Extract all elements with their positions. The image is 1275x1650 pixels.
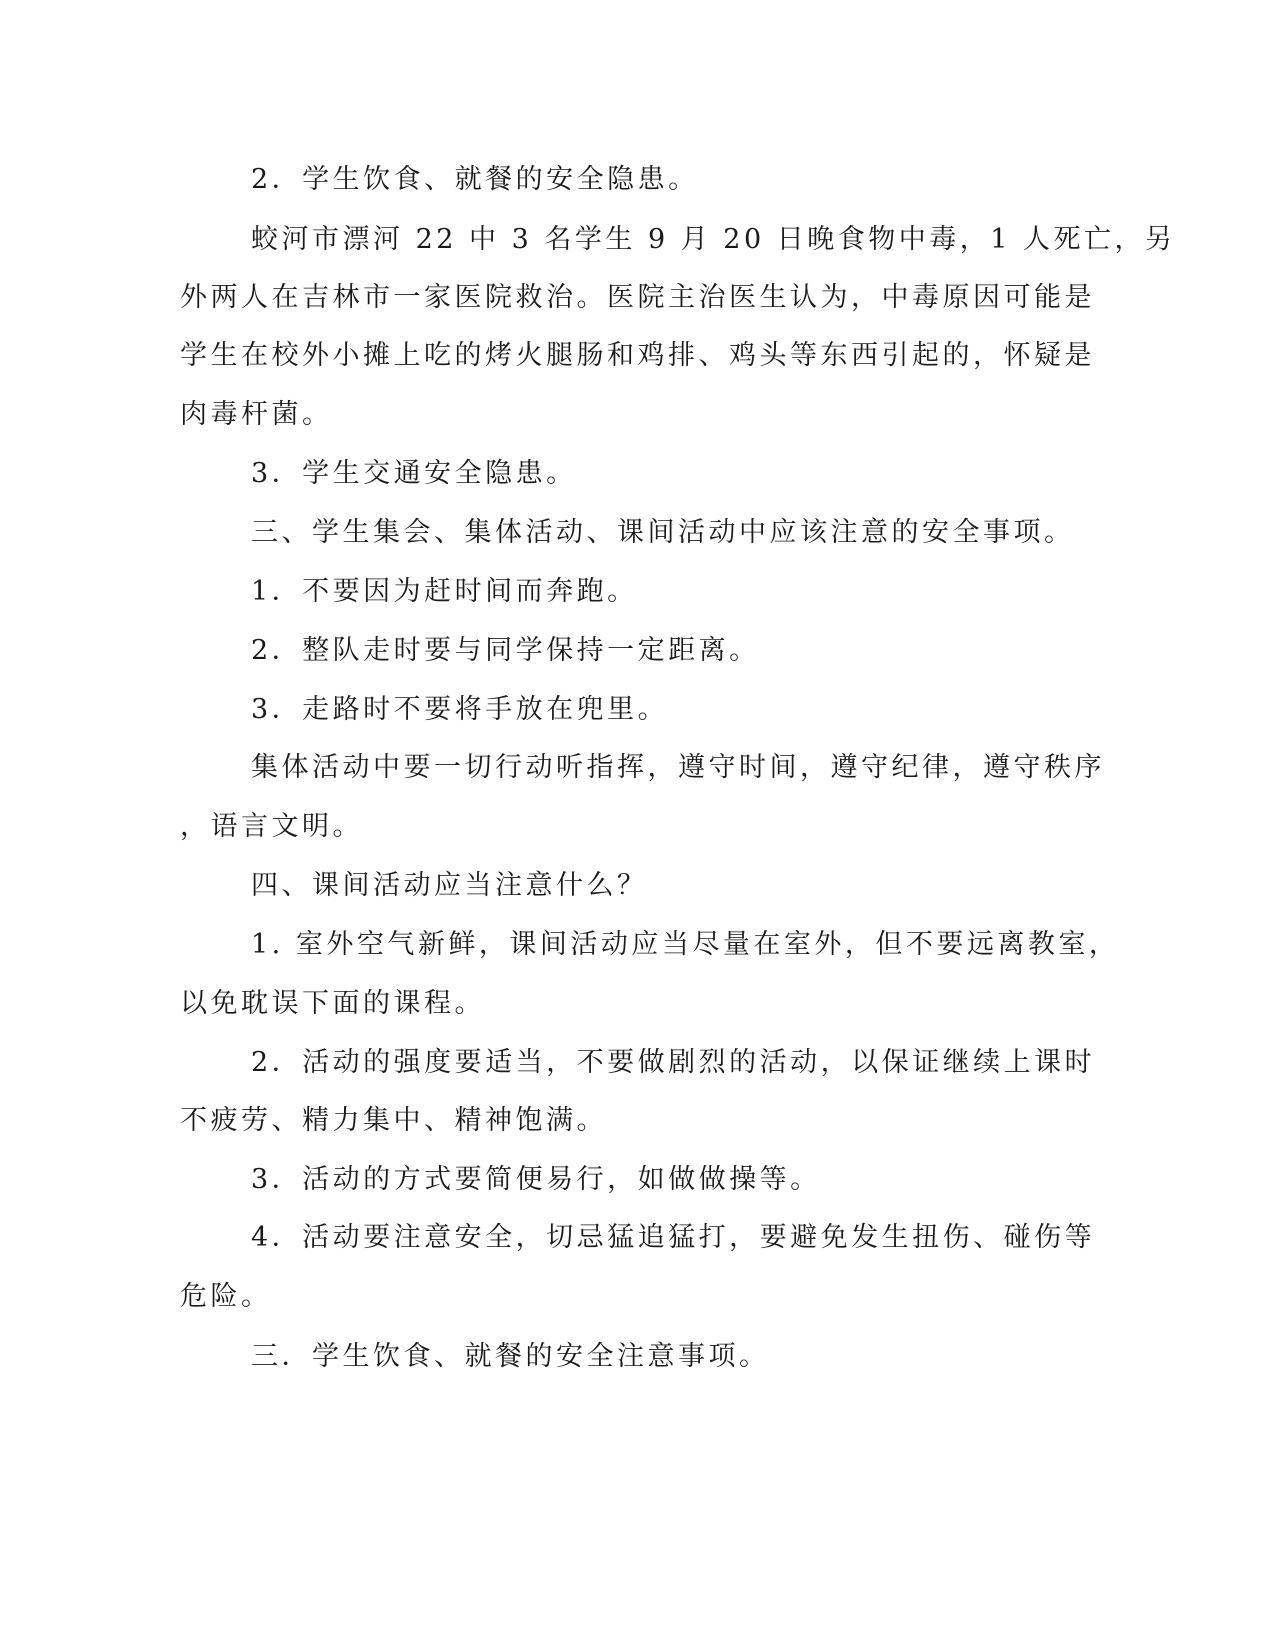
text-line: 以免耽误下面的课程。 xyxy=(180,988,485,1019)
text-line: 四、课间活动应当注意什么？ xyxy=(251,870,648,901)
text-line: 集体活动中要一切行动听指挥，遵守时间，遵守纪律，遵守秩序 xyxy=(251,752,1105,783)
text-line: 肉毒杆菌。 xyxy=(180,399,333,430)
text-line: 学生在校外小摊上吃的烤火腿肠和鸡排、鸡头等东西引起的，怀疑是 xyxy=(180,340,1095,371)
text-line: 1. 室外空气新鲜，课间活动应当尽量在室外，但不要远离教室， xyxy=(251,929,1120,960)
text-line: 蛟河市漂河 22 中 3 名学生 9 月 20 日晚食物中毒，1 人死亡，另 xyxy=(251,224,1176,255)
text-line: 2．活动的强度要适当，不要做剧烈的活动，以保证继续上课时 xyxy=(251,1047,1096,1078)
text-line: 危险。 xyxy=(180,1281,272,1312)
text-line: 三．学生饮食、就餐的安全注意事项。 xyxy=(251,1341,770,1372)
text-line: 2．整队走时要与同学保持一定距离。 xyxy=(251,635,760,666)
text-line: 不疲劳、精力集中、精神饱满。 xyxy=(180,1105,607,1136)
text-line: ，语言文明。 xyxy=(180,811,363,842)
text-line: 3．学生交通安全隐患。 xyxy=(251,458,577,489)
text-line: 1．不要因为赶时间而奔跑。 xyxy=(251,576,638,607)
text-line: 4．活动要注意安全，切忌猛追猛打，要避免发生扭伤、碰伤等 xyxy=(251,1222,1096,1253)
text-line: 三、学生集会、集体活动、课间活动中应该注意的安全事项。 xyxy=(251,517,1075,548)
text-line: 3．活动的方式要简便易行，如做做操等。 xyxy=(251,1164,821,1195)
text-line: 2．学生饮食、就餐的安全隐患。 xyxy=(251,164,699,195)
text-line: 外两人在吉林市一家医院救治。医院主治医生认为，中毒原因可能是 xyxy=(180,282,1095,313)
text-line: 3．走路时不要将手放在兜里。 xyxy=(251,694,669,725)
